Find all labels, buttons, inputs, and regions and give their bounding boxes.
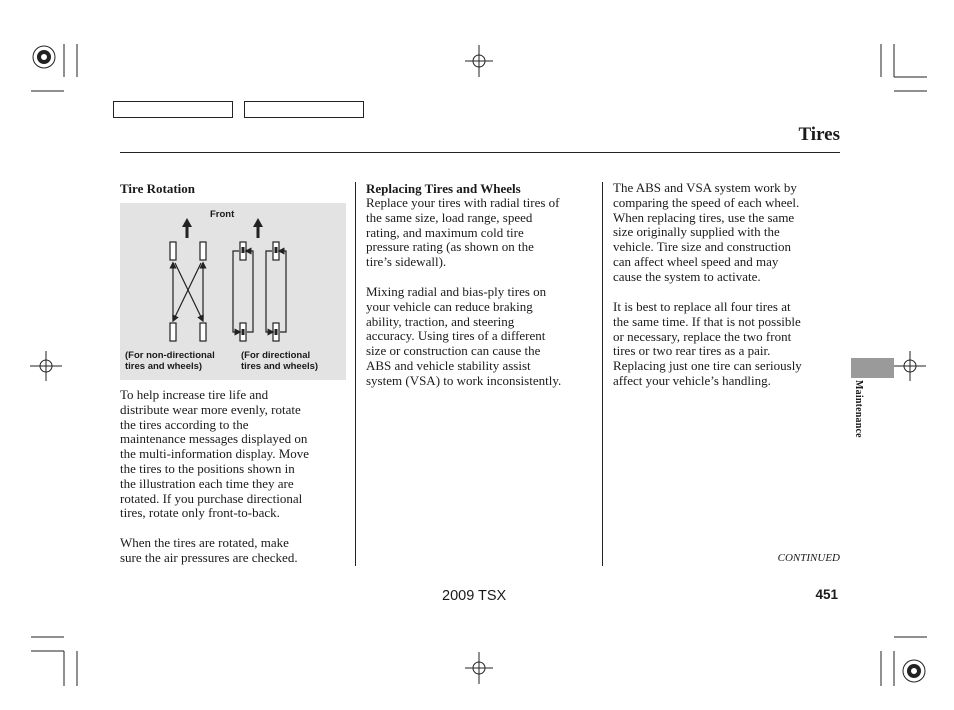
rotation-paragraph-1: To help increase tire life and distribute wear more evenly, rotate the tires according to the maintenance messages displayed on the multi-information display. Move the tires to the positions shown in the illustration each time they are rotated. If you purchase directional tires, rotate only front-to-back.	[120, 387, 310, 521]
page-title: Tires	[798, 124, 840, 145]
section-tab-label: Maintenance	[853, 380, 864, 438]
non-directional-caption: (For non-directional tires and wheels)	[125, 350, 215, 372]
tire-rotation-heading: Tire Rotation	[120, 181, 195, 196]
front-label: Front	[210, 209, 235, 220]
section-tab-marker	[851, 358, 894, 378]
replacing-paragraph-1: Replace your tires with radial tires of the same size, load range, speed rating, and maximum cold tire pressure rating (as shown on the tire’s sidewall).	[366, 195, 560, 270]
continued-note: CONTINUED	[777, 552, 840, 564]
page-number: 451	[815, 587, 838, 602]
title-rule	[120, 152, 840, 153]
replacing-paragraph-2: Mixing radial and bias-ply tires on your vehicle can reduce braking ability, traction, and steering accuracy. Using tires of a different size or construction can cause the ABS and vehicle stability assist system (VSA) to work inconsistently.	[366, 284, 562, 388]
replace-all-paragraph: It is best to replace all four tires at the same time. If that is not possible or necessary, replace the two front tires or two rear tires as a pair. Replacing just one tire can seriously affect your vehicle’s handling.	[613, 299, 802, 388]
header-tab-box-2	[244, 101, 364, 118]
column-divider-2	[602, 182, 603, 566]
abs-vsa-paragraph: The ABS and VSA system work by comparing the speed of each wheel. When replacing tires, use the same size originally supplied with the vehicle. Tire size and construction can affect wheel speed and may cause the system to activate.	[613, 180, 800, 284]
directional-caption: (For directional tires and wheels)	[241, 350, 319, 372]
column-divider-1	[355, 182, 356, 566]
header-tab-box-1	[113, 101, 233, 118]
replacing-tires-heading: Replacing Tires and Wheels	[366, 181, 521, 196]
tire-rotation-illustration	[120, 203, 346, 380]
footer-model: 2009 TSX	[442, 588, 507, 604]
rotation-paragraph-2: When the tires are rotated, make sure the air pressures are checked.	[120, 535, 298, 565]
